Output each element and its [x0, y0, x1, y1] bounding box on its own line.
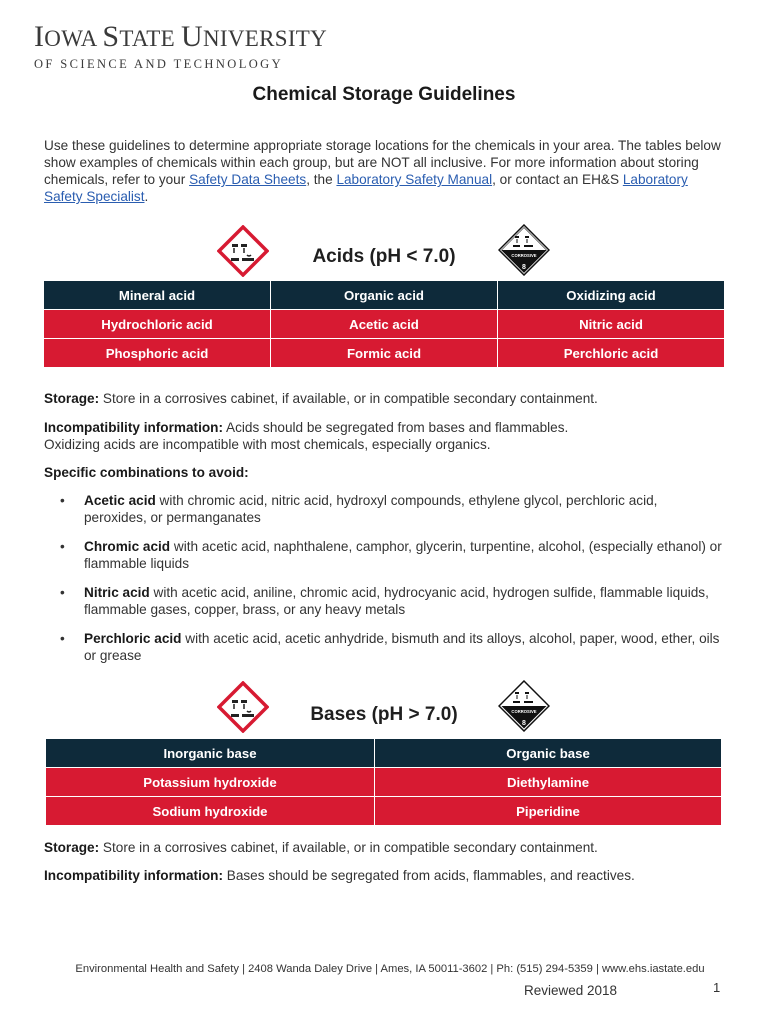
safety-data-sheets-link[interactable]: Safety Data Sheets — [189, 172, 307, 187]
table-row — [44, 310, 725, 339]
dot-corrosive-placard-icon — [498, 224, 550, 276]
dot-corrosive-placard-icon — [498, 680, 550, 732]
table-cell: Sodium hydroxide — [46, 797, 375, 826]
table-cell: Potassium hydroxide — [46, 768, 375, 797]
lab-safety-specialist-link[interactable]: Laboratory Safety Specialist — [44, 172, 688, 204]
list-item: • Perchloric acid with acetic acid, acetic anhydride, bismuth and its alloys, alcohol, paper, wood, ether, oils or grease — [60, 631, 720, 663]
table-cell: Phosphoric acid — [44, 339, 271, 368]
acids-storage: Storage: Store in a corrosives cabinet, if available, or in compatible secondary containment. — [44, 391, 598, 406]
lab-safety-manual-link[interactable]: Laboratory Safety Manual — [336, 172, 493, 187]
column-header: Inorganic base — [46, 739, 375, 768]
table-row — [44, 339, 725, 368]
svg-text:CORROSIVE: CORROSIVE — [511, 253, 537, 258]
bases-table — [45, 738, 722, 826]
table-header-row — [46, 739, 722, 768]
bases-storage: Storage: Store in a corrosives cabinet, if available, or in compatible secondary containment. — [44, 840, 598, 855]
list-item: • Acetic acid with chromic acid, nitric acid, hydroxyl compounds, ethylene glycol, perchloric acid, peroxides, or permanganates — [60, 493, 658, 525]
footer-contact: Environmental Health and Safety | 2408 Wanda Daley Drive | Ames, IA 50011-3602 | Ph: (515) 294-5359 | www.ehs.iastate.edu — [75, 963, 705, 975]
table-cell: Piperidine — [375, 797, 722, 826]
logo-tagline: OF SCIENCE AND TECHNOLOGY — [34, 57, 284, 71]
column-header: Oxidizing acid — [498, 281, 725, 310]
combinations-list — [60, 492, 722, 676]
table-row — [46, 768, 722, 797]
acids-section-header — [0, 222, 768, 282]
svg-text:CORROSIVE: CORROSIVE — [511, 709, 537, 714]
list-item: • Chromic acid with acetic acid, naphthalene, camphor, glycerin, turpentine, alcohol, (especially ethanol) or flammable liquids — [60, 539, 722, 571]
page-number: 1 — [713, 980, 721, 995]
acids-table — [43, 280, 725, 368]
column-header: Mineral acid — [44, 281, 271, 310]
logo-wordmark: IOWA STATE UNIVERSITY — [34, 20, 328, 53]
table-row — [46, 797, 722, 826]
list-item: • Nitric acid with acetic acid, aniline, chromic acid, hydrocyanic acid, hydrogen sulfide, flammable liquids, flammable gases, copper, brass, or any heavy metals — [60, 585, 709, 617]
column-header: Organic base — [375, 739, 722, 768]
table-cell: Perchloric acid — [498, 339, 725, 368]
intro-paragraph: Use these guidelines to determine appropriate storage locations for the chemicals in your area. The tables below show examples of chemicals within each group, but are NOT all inclusive. For more information about storing chemicals, refer to your Safety Data Sheets, the Laboratory Safety Manual, or contact an EH&S Laboratory Safety Specialist. — [44, 138, 721, 204]
table-cell: Hydrochloric acid — [44, 310, 271, 339]
bases-section-header — [0, 678, 768, 738]
reviewed-date: Reviewed 2018 — [524, 983, 618, 998]
svg-text:8: 8 — [522, 720, 526, 727]
table-cell: Nitric acid — [498, 310, 725, 339]
column-header: Organic acid — [271, 281, 498, 310]
table-header-row — [44, 281, 725, 310]
table-cell: Diethylamine — [375, 768, 722, 797]
document-title: Chemical Storage Guidelines — [252, 84, 516, 105]
combinations-heading: Specific combinations to avoid: — [44, 465, 249, 480]
table-cell: Formic acid — [271, 339, 498, 368]
bases-incompatibility: Incompatibility information: Bases should be segregated from acids, flammables, and reactives. — [44, 868, 635, 883]
table-cell: Acetic acid — [271, 310, 498, 339]
acids-incompatibility: Incompatibility information: Acids should be segregated from bases and flammables. Oxidizing acids are incompatible with most chemicals, especially organics. — [44, 420, 569, 452]
university-logo — [34, 20, 327, 72]
acids-heading: Acids (pH < 7.0) — [312, 246, 456, 267]
svg-text:8: 8 — [522, 264, 526, 271]
bases-heading: Bases (pH > 7.0) — [310, 704, 458, 725]
